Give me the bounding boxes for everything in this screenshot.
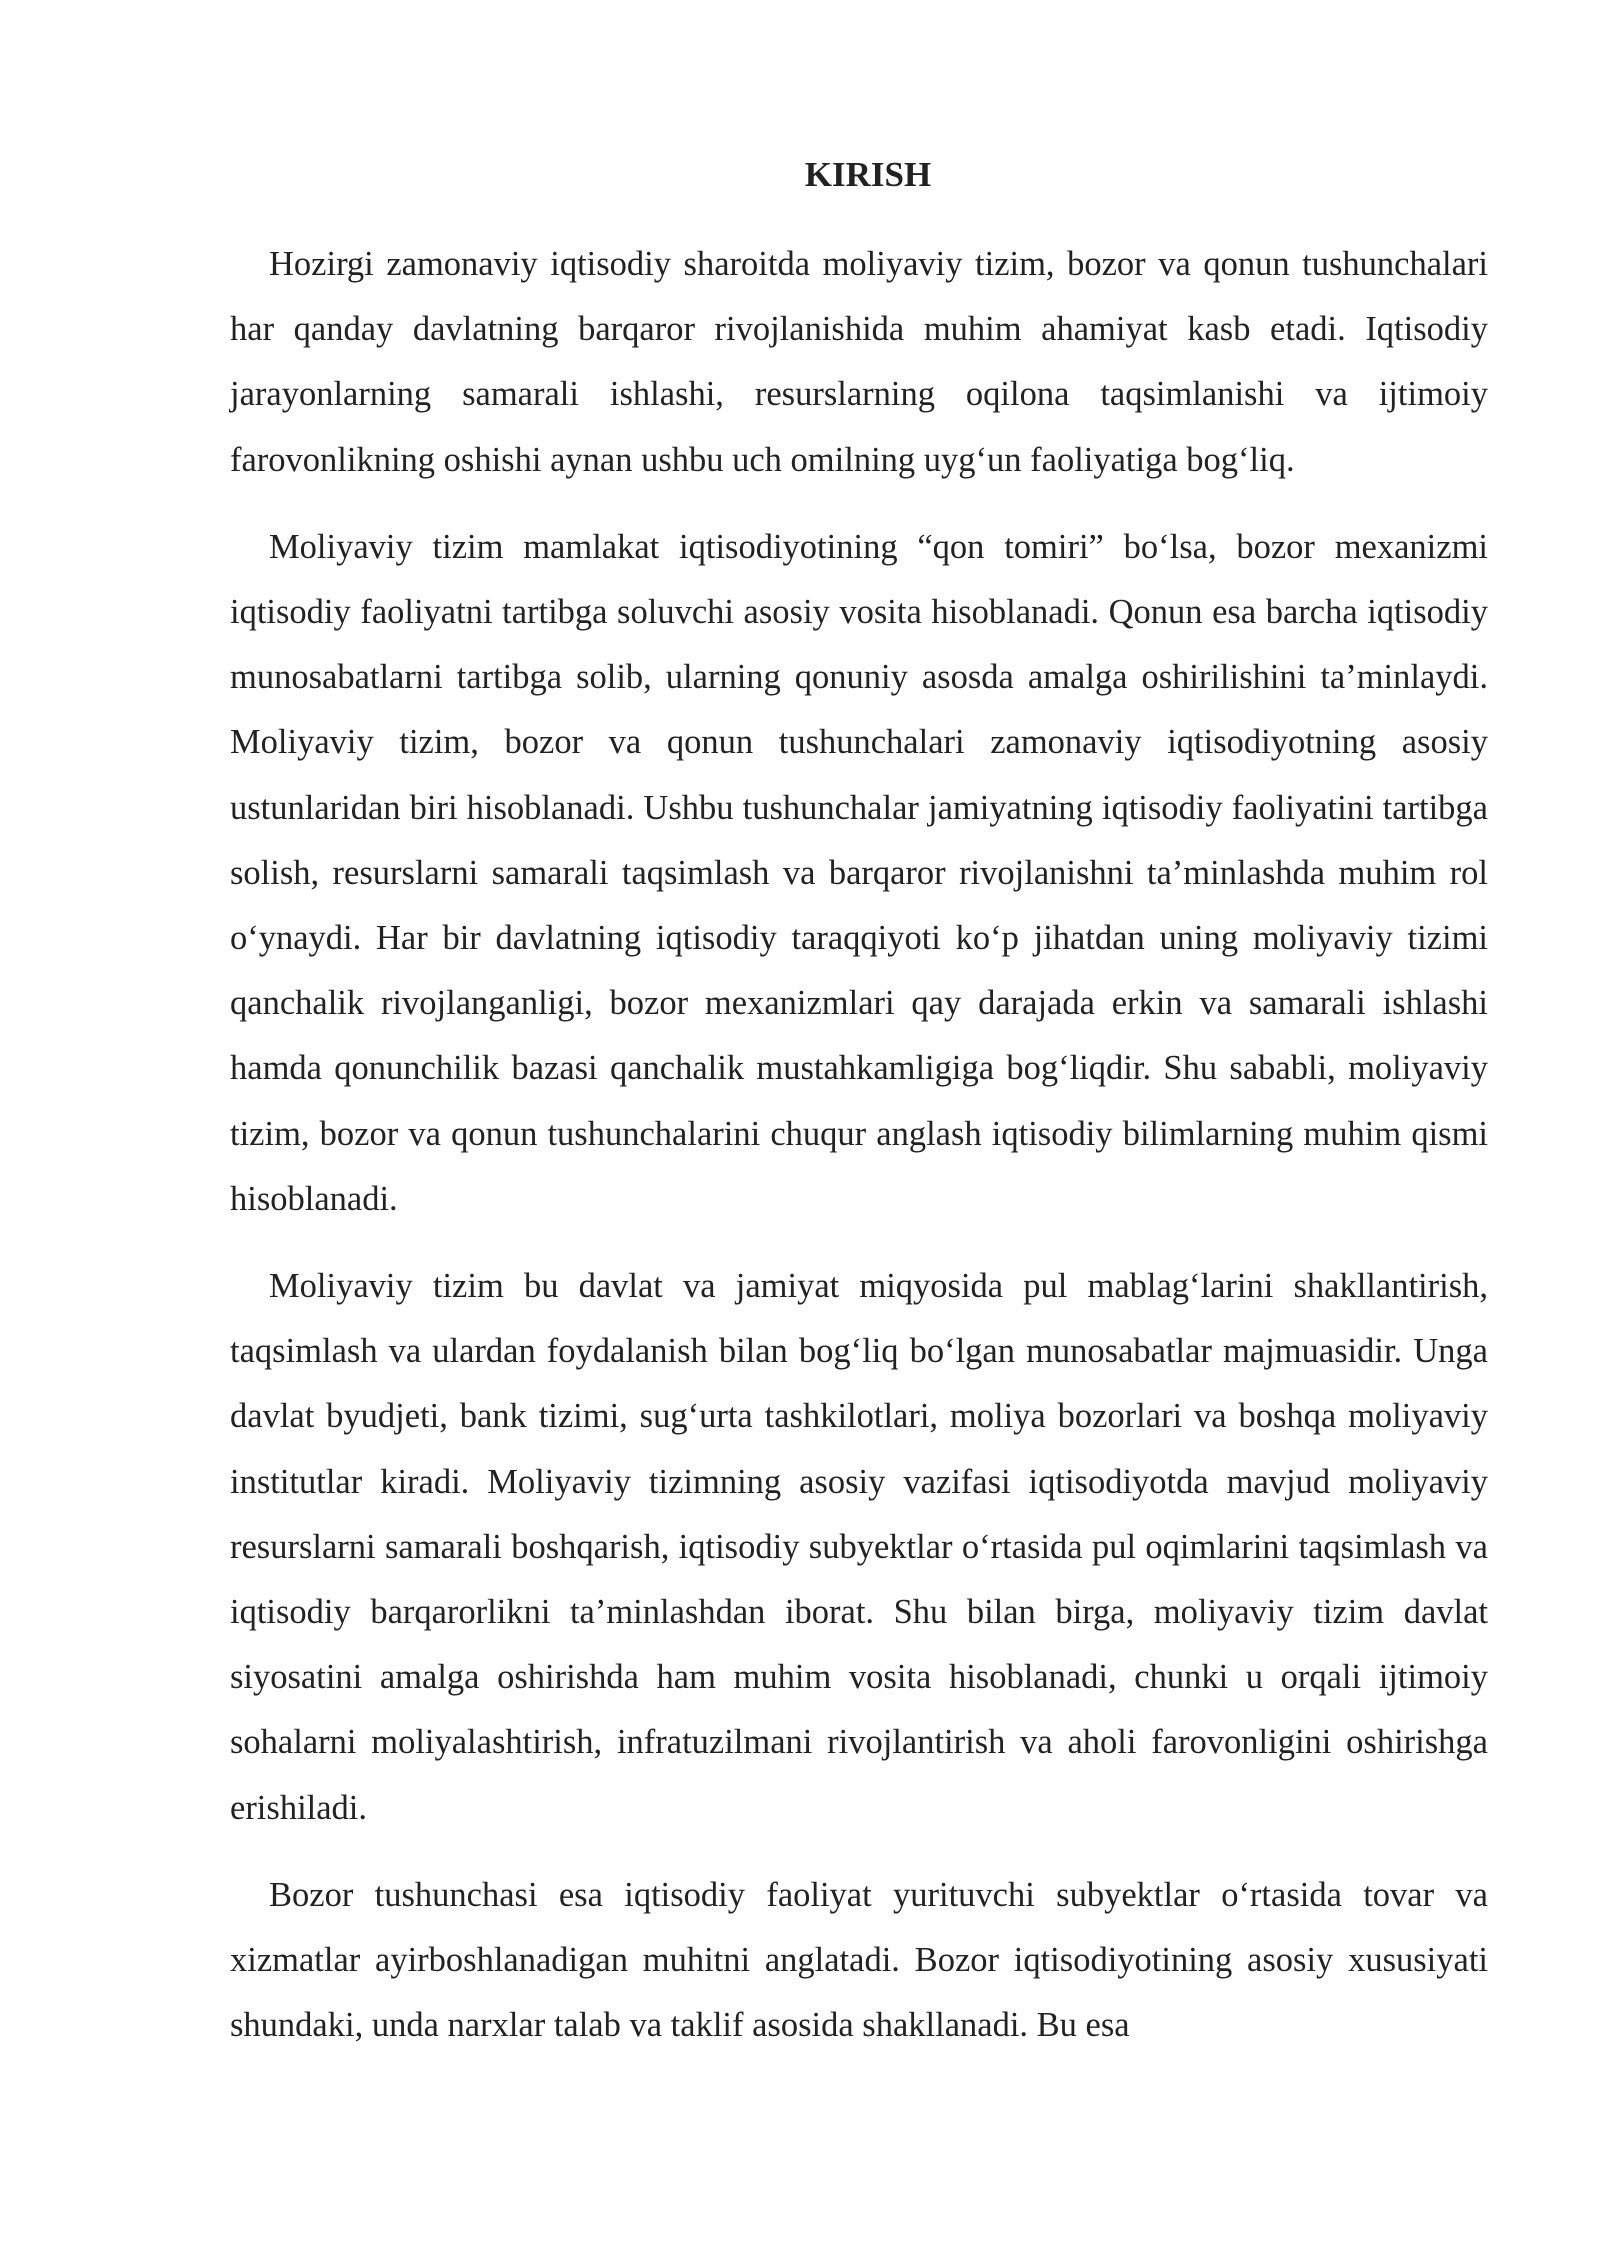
paragraph-financial-system-role: Moliyaviy tizim mamlakat iqtisodiyotining “qon tomiri” bo‘lsa, bozor mexanizmi iqtisodiy faoliyatni tartibga soluvchi asosiy vosita hisoblanadi. Qonun esa barcha iqtisodiy munosabatlarni tartibga solib, ularning qonuniy asosda amalga oshirilishini ta’minlaydi. Moliyaviy tizim, bozor va qonun tushunchalari zamonaviy iqtisodiyotning asosiy ustunlaridan biri hisoblanadi. Ushbu tushunchalar jamiyatning iqtisodiy faoliyatini tartibga solish, resurslarni samarali taqsimlash va barqaror rivojlanishni ta’minlashda muhim rol o‘ynaydi. Har bir davlatning iqtisodiy taraqqiyoti ko‘p jihatdan uning moliyaviy tizimi qanchalik rivojlanganligi, bozor mexanizmlari qay darajada erkin va samarali ishlashi hamda qonunchilik bazasi qanchalik mustahkamligiga bog‘liqdir. Shu sababli, moliyaviy tizim, bozor va qonun tushunchalarini chuqur anglash iqtisodiy bilimlarning muhim qismi hisoblanadi.: [230, 527, 1488, 1218]
page-title: KIRISH: [804, 155, 932, 194]
paragraph-market-concept: Bozor tushunchasi esa iqtisodiy faoliyat yurituvchi subyektlar o‘rtasida tovar va xizmatlar ayirboshlanadigan muhitni anglatadi. Bozor iqtisodiyotining asosiy xususiyati shundaki, unda narxlar talab va taklif asosida shakllanadi. Bu esa: [230, 1875, 1488, 2045]
paragraph-intro: Hozirgi zamonaviy iqtisodiy sharoitda moliyaviy tizim, bozor va qonun tushunchalari har qanday davlatning barqaror rivojlanishida muhim ahamiyat kasb etadi. Iqtisodiy jarayonlarning samarali ishlashi, resurslarning oqilona taqsimlanishi va ijtimoiy farovonlikning oshishi aynan ushbu uch omilning uyg‘un faoliyatiga bog‘liq.: [230, 245, 1488, 479]
paragraph-financial-system-definition: Moliyaviy tizim bu davlat va jamiyat miqyosida pul mablag‘larini shakllantirish, taqsimlash va ulardan foydalanish bilan bog‘liq bo‘lgan munosabatlar majmuasidir. Unga davlat byudjeti, bank tizimi, sug‘urta tashkilotlari, moliya bozorlari va boshqa moliyaviy institutlar kiradi. Moliyaviy tizimning asosiy vazifasi iqtisodiyotda mavjud moliyaviy resurslarni samarali boshqarish, iqtisodiy subyektlar o‘rtasida pul oqimlarini taqsimlash va iqtisodiy barqarorlikni ta’minlashdan iborat. Shu bilan birga, moliyaviy tizim davlat siyosatini amalga oshirishda ham muhim vosita hisoblanadi, chunki u orqali ijtimoiy sohalarni moliyalashtirish, infratuzilmani rivojlantirish va aholi farovonligini oshirishga erishiladi.: [230, 1267, 1488, 1827]
page-content: [230, 150, 1488, 2058]
